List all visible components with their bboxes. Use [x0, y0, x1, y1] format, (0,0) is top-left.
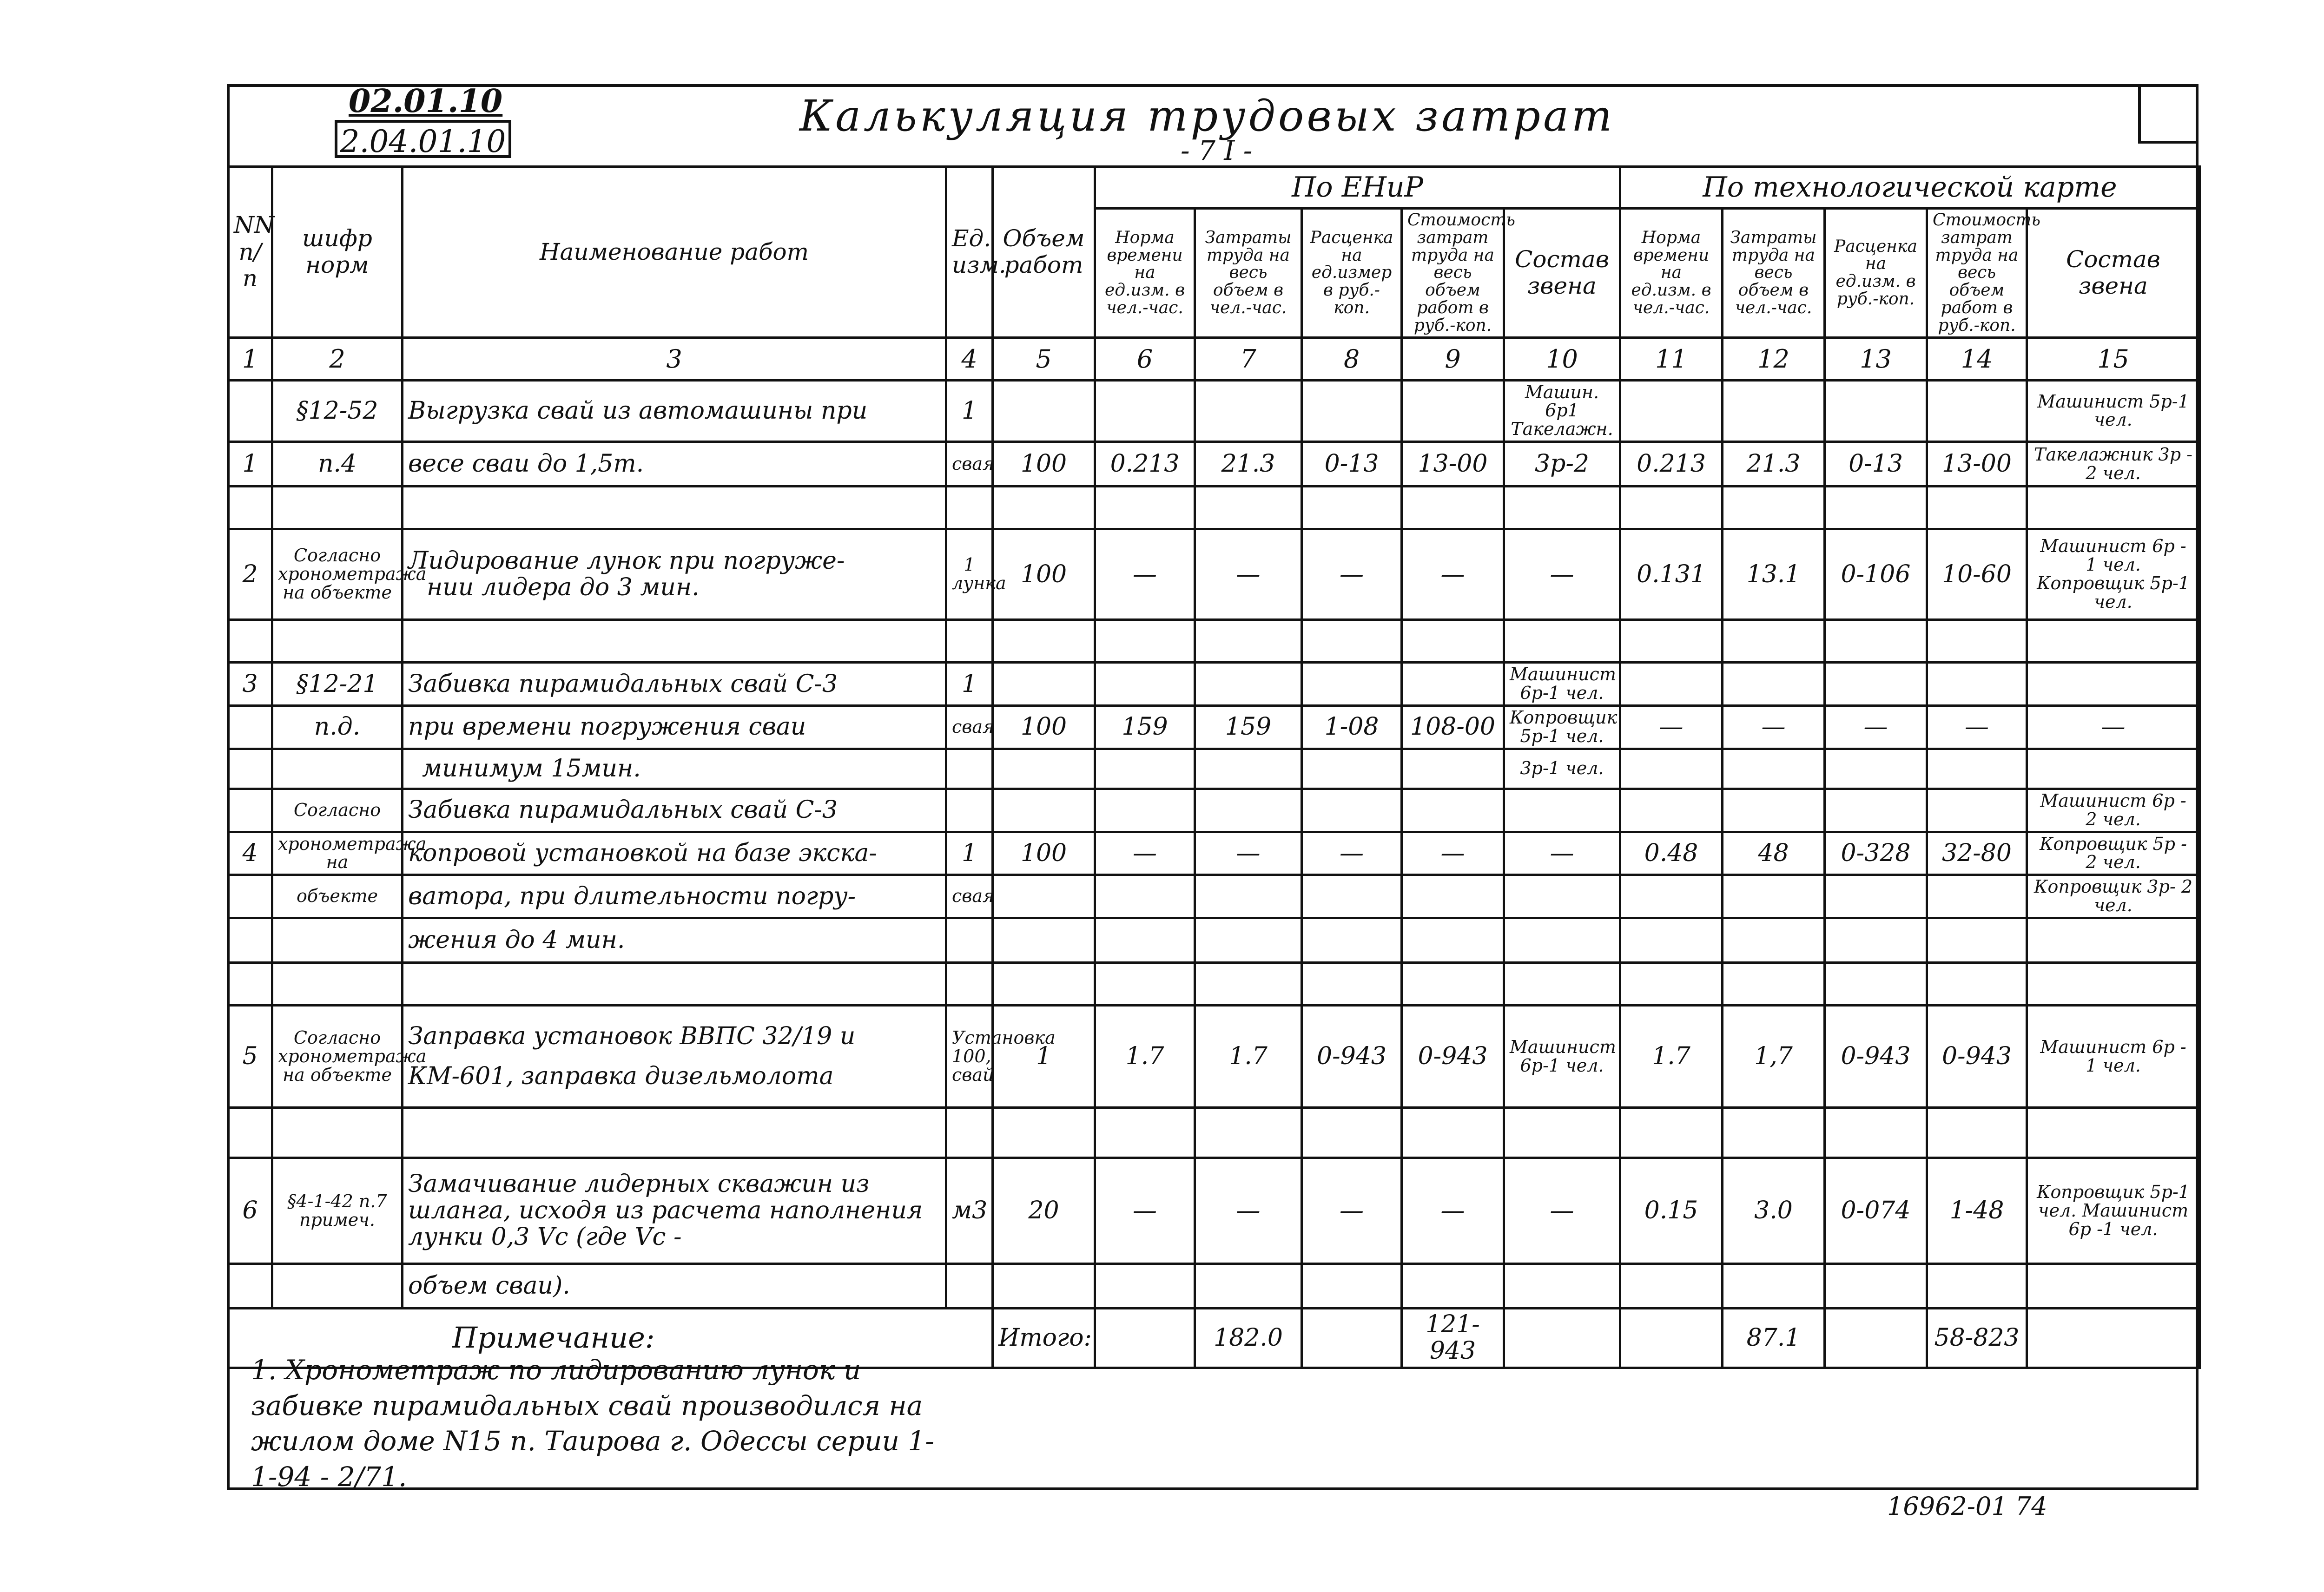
row-crew: Копровщик 3р- 2 чел.	[2027, 875, 2200, 918]
row-value: —	[1927, 706, 2027, 749]
col-header-11: Норма времени на ед.изм. в чел.-час.	[1620, 209, 1723, 338]
col-header-14: Стоимость затрат труда на весь объем работ в руб.-коп.	[1927, 209, 2027, 338]
page-title: Калькуляция трудовых затрат	[799, 91, 1615, 141]
row-value: 159	[1195, 706, 1302, 749]
total-value: 58-823	[1927, 1309, 2027, 1368]
row-crew: —	[1504, 1158, 1620, 1264]
row-value: 0.48	[1620, 832, 1723, 875]
col-number: 14	[1927, 337, 2027, 380]
work-name-line: Заправка установок ВВПС 32/19 и	[408, 1022, 856, 1051]
col-number: 10	[1504, 337, 1620, 380]
row-crew: —	[1504, 832, 1620, 875]
row-value: 21.3	[1195, 442, 1302, 487]
row-value: —	[1620, 706, 1723, 749]
col-number: 9	[1402, 337, 1504, 380]
stamp-box	[2138, 84, 2199, 144]
col-number: 12	[1723, 337, 1825, 380]
table-row	[228, 875, 2200, 918]
row-crew: Машинист 6р - 2 чел.	[2027, 789, 2200, 832]
row-value: 1-48	[1927, 1158, 2027, 1264]
row-value: —	[1302, 529, 1402, 620]
row-value: 3.0	[1723, 1158, 1825, 1264]
row-unit: свая	[946, 442, 993, 487]
table-row	[228, 832, 2200, 875]
group-header-enir: По ЕНиР	[1095, 167, 1620, 209]
row-value: —	[1095, 529, 1195, 620]
row-value: —	[1095, 1158, 1195, 1264]
row-value: 159	[1095, 706, 1195, 749]
row-value: —	[1095, 832, 1195, 875]
col-number: 1	[228, 337, 272, 380]
note-heading: Примечание:	[228, 1309, 993, 1368]
row-crew: Машин. 6р1 Такелажн.	[1504, 380, 1620, 442]
row-unit: свая	[946, 875, 993, 918]
row-value: 0-13	[1302, 442, 1402, 487]
row-value: 0-943	[1402, 1006, 1504, 1108]
col-number: 8	[1302, 337, 1402, 380]
row-work-name: Замачивание лидерных скважин из шланга, исходя из расчета наполнения лунки 0,3 Vc (где Vc -	[403, 1158, 946, 1264]
row-work-name: жения до 4 мин.	[403, 918, 946, 963]
row-code: п.д.	[272, 706, 403, 749]
row-code: §4-1-42 п.7 примеч.	[272, 1158, 403, 1264]
col-number: 6	[1095, 337, 1195, 380]
row-value: 0-106	[1825, 529, 1927, 620]
row-crew: Машинист 6р - 1 чел.	[2027, 1006, 2200, 1108]
table-row	[228, 380, 2200, 442]
row-value: —	[1402, 529, 1504, 620]
row-unit: 1	[946, 663, 993, 706]
table-row	[228, 1264, 2200, 1309]
col-number: 5	[993, 337, 1095, 380]
row-crew: 3р-1 чел.	[1504, 749, 1620, 789]
row-value: 0.213	[1620, 442, 1723, 487]
row-value: —	[1195, 832, 1302, 875]
col-number: 13	[1825, 337, 1927, 380]
row-value: 0-943	[1927, 1006, 2027, 1108]
total-value: 182.0	[1195, 1309, 1302, 1368]
row-value: —	[1195, 1158, 1302, 1264]
row-code: §12-52	[272, 380, 403, 442]
row-num: 1	[228, 442, 272, 487]
row-work-name: объем сваи).	[403, 1264, 946, 1309]
row-code: Согласно хронометража на объекте	[272, 1006, 403, 1108]
work-name-line: нии лидера до 3 мин.	[427, 573, 700, 602]
row-code: хронометража на	[272, 832, 403, 875]
row-value: 0-328	[1825, 832, 1927, 875]
row-volume: 100	[993, 529, 1095, 620]
row-value: 0-074	[1825, 1158, 1927, 1264]
row-code: Согласно	[272, 789, 403, 832]
work-name-line: Лидирование лунок при погруже-	[408, 547, 845, 575]
table-row	[228, 1158, 2200, 1264]
row-value: 0.131	[1620, 529, 1723, 620]
row-unit: 1	[946, 380, 993, 442]
table-row	[228, 918, 2200, 963]
row-value: 0-943	[1302, 1006, 1402, 1108]
work-name-line: КМ-601, заправка дизельмолота	[408, 1062, 834, 1090]
sheet-code: 16962-01 74	[1887, 1492, 2047, 1521]
document-code-top: 02.01.10	[349, 83, 503, 120]
col-number: 11	[1620, 337, 1723, 380]
col-header-num: NN п/п	[228, 167, 272, 338]
row-code: §12-21	[272, 663, 403, 706]
row-volume: 1	[993, 1006, 1095, 1108]
row-value: 21.3	[1723, 442, 1825, 487]
row-work-name: копровой установкой на базе экска-	[403, 832, 946, 875]
row-crew: —	[1504, 529, 1620, 620]
row-volume: 100	[993, 706, 1095, 749]
row-crew: Машинист 6р-1 чел.	[1504, 1006, 1620, 1108]
row-value: 0-13	[1825, 442, 1927, 487]
row-value: 1.7	[1095, 1006, 1195, 1108]
col-number: 7	[1195, 337, 1302, 380]
col-number: 2	[272, 337, 403, 380]
row-work-name: ватора, при длительности погру-	[403, 875, 946, 918]
row-value: —	[1402, 1158, 1504, 1264]
row-crew: Машинист 6р-1 чел.	[1504, 663, 1620, 706]
row-value: 32-80	[1927, 832, 2027, 875]
footnote: 1. Хронометраж по лидированию лунок и забивке пирамидальных свай производился на жилом доме N15 п. Таирова г. Одессы серии 1-1-94 - 2/71.	[251, 1354, 934, 1493]
total-value: 87.1	[1723, 1309, 1825, 1368]
row-value: 13.1	[1723, 529, 1825, 620]
row-num: 4	[228, 832, 272, 875]
row-value: 1.7	[1620, 1006, 1723, 1108]
row-value: —	[1723, 706, 1825, 749]
row-value: 48	[1723, 832, 1825, 875]
row-crew: Машинист 6р - 1 чел. Копровщик 5р-1 чел.	[2027, 529, 2200, 620]
row-crew: 3р-2	[1504, 442, 1620, 487]
document-code-box: 2.04.01.10	[335, 120, 511, 158]
row-crew: —	[2027, 706, 2200, 749]
row-work-name	[403, 529, 946, 620]
row-work-name: при времени погружения сваи	[403, 706, 946, 749]
col-header-10: Состав звена	[1504, 209, 1620, 338]
row-code: объекте	[272, 875, 403, 918]
row-unit: свая	[946, 706, 993, 749]
table-row	[228, 663, 2200, 706]
row-value: 0.213	[1095, 442, 1195, 487]
col-header-15: Состав звена	[2027, 209, 2200, 338]
row-value: —	[1302, 832, 1402, 875]
col-header-unit: Ед. изм.	[946, 167, 993, 338]
row-value: 108-00	[1402, 706, 1504, 749]
row-value: 13-00	[1402, 442, 1504, 487]
table-row	[228, 749, 2200, 789]
table-row	[228, 789, 2200, 832]
row-crew: Копровщик 5р - 2 чел.	[2027, 832, 2200, 875]
row-crew: Копровщик 5р-1 чел. Машинист 6р -1 чел.	[2027, 1158, 2200, 1264]
col-number: 4	[946, 337, 993, 380]
row-volume: 20	[993, 1158, 1095, 1264]
page-number: - 7 I -	[1181, 135, 1253, 166]
row-work-name: весе сваи до 1,5т.	[403, 442, 946, 487]
col-header-name: Наименование работ	[403, 167, 946, 338]
row-value: 10-60	[1927, 529, 2027, 620]
row-num: 2	[228, 529, 272, 620]
row-value: 1.7	[1195, 1006, 1302, 1108]
col-header-9: Стоимость затрат труда на весь объем работ в руб.-коп.	[1402, 209, 1504, 338]
row-unit: Установка 100, свай	[946, 1006, 993, 1108]
row-unit: 1	[946, 832, 993, 875]
row-volume: 100	[993, 442, 1095, 487]
row-volume: 100	[993, 832, 1095, 875]
table-row	[228, 529, 2200, 620]
col-number: 15	[2027, 337, 2200, 380]
row-value: —	[1402, 832, 1504, 875]
row-work-name: Забивка пирамидальных свай С-3	[403, 663, 946, 706]
row-value: 13-00	[1927, 442, 2027, 487]
table-row	[228, 706, 2200, 749]
row-value: —	[1825, 706, 1927, 749]
col-header-code: шифр норм	[272, 167, 403, 338]
row-work-name	[403, 1006, 946, 1108]
row-num: 6	[228, 1158, 272, 1264]
row-work-name: минимум 15мин.	[403, 749, 946, 789]
row-code: п.4	[272, 442, 403, 487]
row-crew: Копровщик 5р-1 чел.	[1504, 706, 1620, 749]
col-header-7: Затраты труда на весь объем в чел.-час.	[1195, 209, 1302, 338]
row-num: 5	[228, 1006, 272, 1108]
row-value: —	[1302, 1158, 1402, 1264]
col-header-8: Расценка на ед.измер в руб.-коп.	[1302, 209, 1402, 338]
col-header-6: Норма времени на ед.изм. в чел.-час.	[1095, 209, 1195, 338]
row-work-name: Забивка пирамидальных свай С-3	[403, 789, 946, 832]
row-value: 1-08	[1302, 706, 1402, 749]
row-crew: Машинист 5р-1 чел.	[2027, 380, 2200, 442]
row-value: 0.15	[1620, 1158, 1723, 1264]
row-value: 0-943	[1825, 1006, 1927, 1108]
row-crew: Такелажник 3р - 2 чел.	[2027, 442, 2200, 487]
row-value: —	[1195, 529, 1302, 620]
row-num: 3	[228, 663, 272, 706]
row-unit: м3	[946, 1158, 993, 1264]
row-work-name: Выгрузка свай из автомашины при	[403, 380, 946, 442]
labor-cost-table	[227, 165, 2201, 1369]
col-header-12: Затраты труда на весь объем в чел.-час.	[1723, 209, 1825, 338]
col-number: 3	[403, 337, 946, 380]
table-row	[228, 442, 2200, 487]
row-code: Согласно хронометража на объекте	[272, 529, 403, 620]
group-header-tech-card: По технологической карте	[1620, 167, 2200, 209]
table-row	[228, 1006, 2200, 1108]
row-unit: 1 лунка	[946, 529, 993, 620]
col-header-volume: Объем работ	[993, 167, 1095, 338]
total-value: 121-943	[1402, 1309, 1504, 1368]
col-header-13: Расценка на ед.изм. в руб.-коп.	[1825, 209, 1927, 338]
totals-label: Итого:	[993, 1309, 1095, 1368]
row-value: 1,7	[1723, 1006, 1825, 1108]
